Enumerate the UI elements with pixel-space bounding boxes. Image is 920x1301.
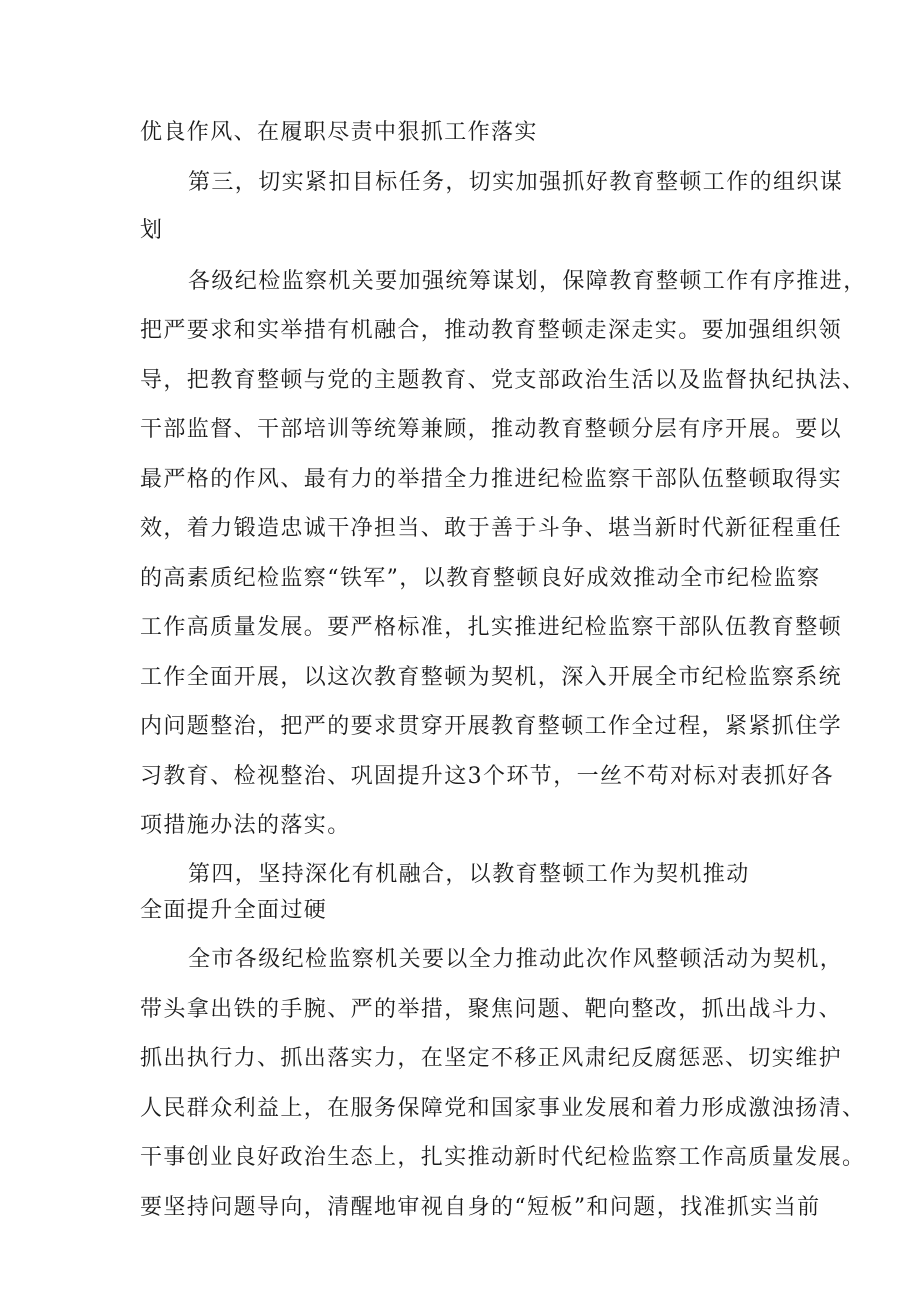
paragraph-line: 全市各级纪检监察机关要以全力推动此次作风整顿活动为契机， [188, 947, 844, 972]
paragraph-line: 人民群众利益上，在服务保障党和国家事业发展和着力形成激浊扬清、 [140, 1096, 866, 1121]
paragraph-line: 干部监督、干部培训等统筹兼顾，推动教育整顿分层有序开展。要以 [140, 417, 843, 442]
section-heading-3-continued: 划 [140, 218, 164, 243]
section-heading-4: 第四，坚持深化有机融合，以教育整顿工作为契机推动 [188, 862, 750, 887]
paragraph-line: 内问题整治，把严的要求贯穿开展教育整顿工作全过程，紧紧抓住学 [140, 714, 843, 739]
paragraph-line: 把严要求和实举措有机融合，推动教育整顿走深走实。要加强组织领 [140, 318, 843, 343]
paragraph-line: 抓出执行力、抓出落实力，在坚定不移正风肃纪反腐惩恶、切实维护 [140, 1046, 843, 1071]
paragraph-line: 效，着力锻造忠诚干净担当、敢于善于斗争、堪当新时代新征程重任 [140, 516, 843, 541]
paragraph-line: 工作全面开展，以这次教育整顿为契机，深入开展全市纪检监察系统 [140, 665, 843, 690]
paragraph-line: 最严格的作风、最有力的举措全力推进纪检监察干部队伍整顿取得实 [140, 467, 843, 492]
paragraph-line: 带头拿出铁的手腕、严的举措，聚焦问题、靶向整改，抓出战斗力、 [140, 997, 843, 1022]
paragraph-line: 工作高质量发展。要严格标准，扎实推进纪检监察干部队伍教育整顿 [140, 615, 843, 640]
paragraph-line: 要坚持问题导向，清醒地审视自身的“短板”和问题，找准抓实当前 [140, 1195, 821, 1220]
paragraph-line: 干事创业良好政治生态上，扎实推动新时代纪检监察工作高质量发展。 [140, 1145, 866, 1170]
section-heading-3: 第三，切实紧扣目标任务，切实加强抓好教育整顿工作的组织谋 [188, 170, 844, 195]
text-line: 优良作风、在履职尽责中狠抓工作落实 [140, 120, 538, 145]
paragraph-line: 导，把教育整顿与党的主题教育、党支部政治生活以及监督执纪执法、 [140, 368, 866, 393]
paragraph-line: 项措施办法的落实。 [140, 813, 351, 838]
paragraph-line: 的高素质纪检监察“铁军”，以教育整顿良好成效推动全市纪检监察 [140, 566, 821, 591]
paragraph-line: 习教育、检视整治、巩固提升这3个环节，一丝不苟对标对表抓好各 [140, 764, 834, 789]
section-heading-4-continued: 全面提升全面过硬 [140, 898, 328, 923]
paragraph-line: 各级纪检监察机关要加强统筹谋划，保障教育整顿工作有序推进， [188, 269, 867, 294]
